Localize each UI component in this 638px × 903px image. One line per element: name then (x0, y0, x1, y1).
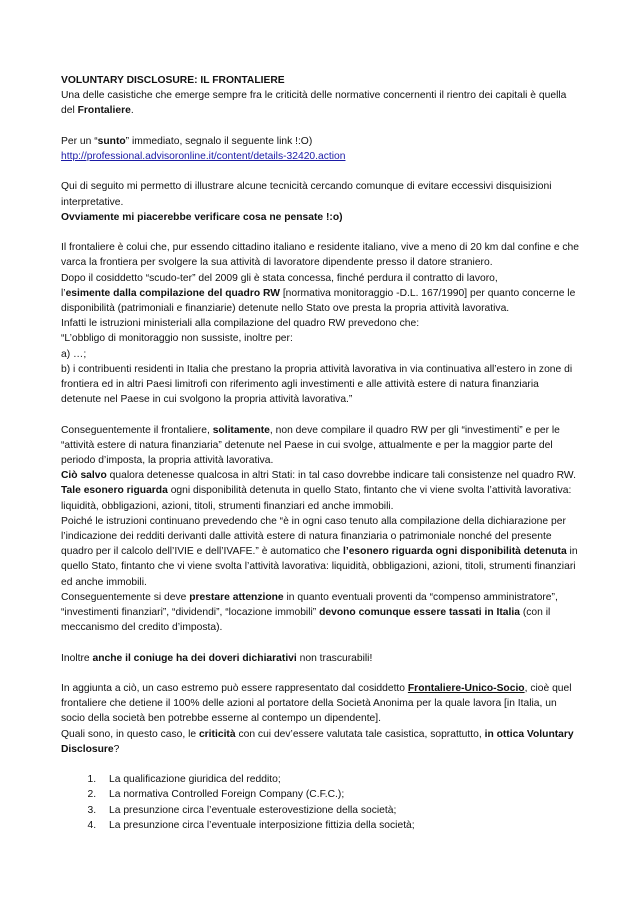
list-item: 2. La normativa Controlled Foreign Company (C.F.C.); (99, 787, 581, 802)
instructions-paragraph: Infatti le istruzioni ministeriali alla compilazione del quadro RW prevedono che: (61, 318, 420, 330)
quote-opening: “L’obbligo di monitoraggio non sussiste, inoltre per: (61, 333, 293, 345)
document-page (61, 73, 581, 833)
scudo-ter-paragraph: Dopo il cosiddetto “scudo-ter” del 2009 gli è stata concessa, finché perdura il contratto di lavoro, (61, 272, 498, 284)
extreme-case-paragraph: In aggiunta a ciò, un caso estremo può essere rappresentato dal cosiddetto Frontaliere-Unico-Socio, cioè quel frontaliere che detiene il 100% delle azioni al portatore della Società Anonima per la quale lavora [in Italia, un socio della società ben potrebbe esserne al contempo un dipendente]. (61, 683, 572, 725)
quote-item-b: b) i contribuenti residenti in Italia che prestano la propria attività lavorativa in via continuativa all’estero in zone di frontiera ed in altri Paesi limitrofi con riferimento agli investimenti e alle attività estere di natura finanziaria detenute nel Paese in cui svolgono la propria attività lavorativa.” (61, 363, 573, 406)
criticality-list (61, 772, 581, 833)
quote-item-a: a) …; (61, 348, 87, 360)
definition-paragraph: Il frontaliere è colui che, pur essendo cittadino italiano e residente italiano, vive a meno di 20 km dal confine e che varca la frontiera per svolgere la sua attività di lavoratore dipendente presso il datore straniero. (61, 242, 580, 269)
list-item: 3. La presunzione circa l’eventuale esterovestizione della società; (99, 803, 581, 818)
exemption-paragraph: l’esimente dalla compilazione del quadro RW [normativa monitoraggio -D.L. 167/1990] per quanto concerne le disponibilità (patrimoniali e finanziarie) detenute nello Stato ove presta la propria attività lavorativa. (61, 287, 576, 314)
exemption-scope-paragraph: Tale esonero riguarda ogni disponibilità detenuta in quello Stato, fintanto che vi viene svolta l’attività lavorativa: liquidità, obbligazioni, azioni, titoli, strumenti finanziari ed anche immobili. (61, 485, 572, 512)
source-link-line (61, 149, 581, 164)
consequence-paragraph: Conseguentemente il frontaliere, solitamente, non deve compilare il quadro RW per gli “investimenti” e per le “attività estere di natura finanziaria” detenute nel Paese in cui svolge, attualmente e per la maggior parte del periodo d’imposta, la propria attività lavorativa. (61, 424, 560, 467)
summary-paragraph: Per un “sunto” immediato, segnalo il seguente link !:O) (61, 135, 313, 147)
instructions-continued-paragraph: Poiché le istruzioni continuano prevedendo che “è in ogni caso tenuto alla compilazione della dichiarazione per l’indicazione dei redditi derivanti dalle attività estere di natura finanziaria o patrimoniale nonché del presente quadro per il calcolo dell’IVIE e dell’IVAFE.” è automatico che l’esonero riguarda ogni disponibilità detenuta in quello Stato, fintanto che vi viene svolta l’attività lavorativa: liquidità, obbligazioni, azioni, titoli, strumenti finanziari ed anche immobili. (61, 515, 578, 588)
list-item: 1. La qualificazione giuridica del reddito; (99, 772, 581, 787)
technicalities-paragraph: Qui di seguito mi permetto di illustrare alcune tecnicità cercando comunque di evitare eccessivi disquisizioni interpretative. (61, 181, 552, 208)
intro-paragraph: Una delle casistiche che emerge sempre fra le criticità delle normative concernenti il rientro dei capitali è quella del Frontaliere. (61, 90, 567, 117)
spouse-paragraph: Inoltre anche il coniuge ha dei doveri dichiarativi non trascurabili! (61, 652, 373, 664)
list-item: 4. La presunzione circa l’eventuale interposizione fittizia della società; (99, 818, 581, 833)
document-title: VOLUNTARY DISCLOSURE: IL FRONTALIERE (61, 75, 285, 86)
source-link[interactable]: http://professional.advisoronline.it/content/details-32420.action (61, 151, 346, 162)
attention-paragraph: Conseguentemente si deve prestare attenzione in quanto eventuali proventi da “compenso amministratore”, “investimenti finanziari”, “dividendi”, “locazione immobili” devono comunque essere tassati in Italia (con il meccanismo del credito d’imposta). (61, 591, 558, 634)
exception-paragraph: Ciò salvo qualora detenesse qualcosa in altri Stati: in tal caso dovrebbe indicare tali consistenze nel quadro RW. (61, 470, 576, 482)
criticality-question: Quali sono, in questo caso, le criticità con cui dev’essere valutata tale casistica, soprattutto, in ottica Voluntary Disclosure? (61, 728, 574, 755)
feedback-request: Ovviamente mi piacerebbe verificare cosa ne pensate !:o) (61, 211, 343, 223)
